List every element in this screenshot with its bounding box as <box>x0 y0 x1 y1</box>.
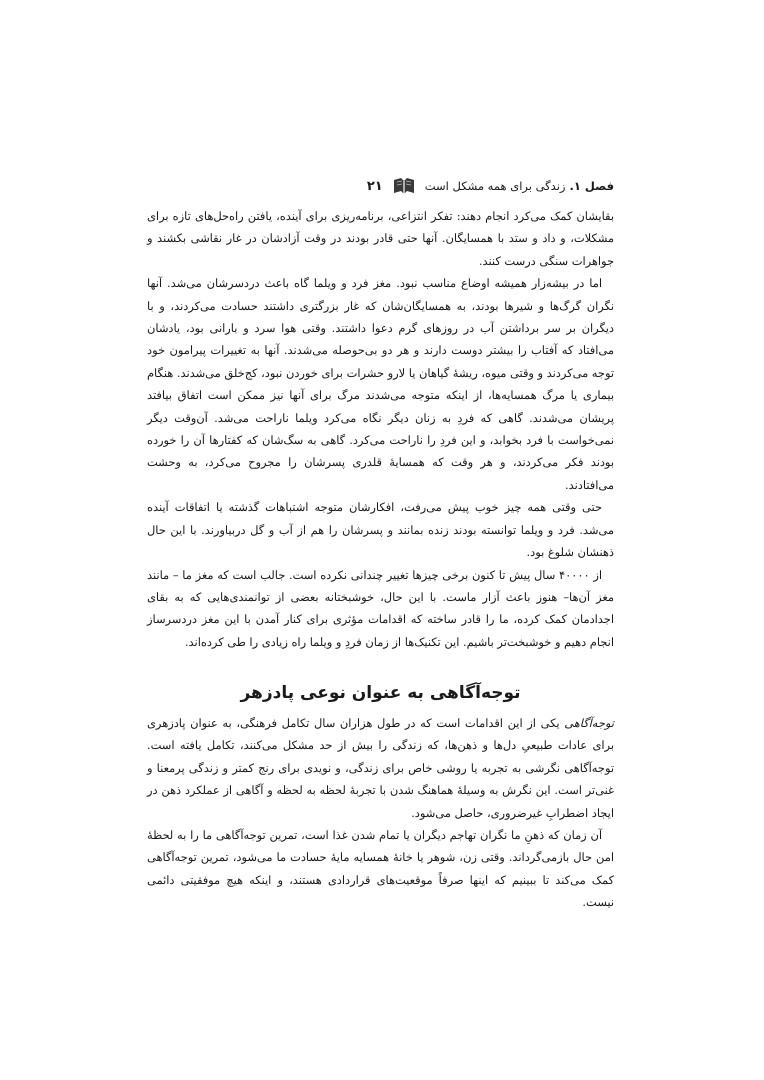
paragraph <box>147 824 614 914</box>
body-text-bottom <box>147 712 614 914</box>
paragraph: از ۴۰۰۰۰ سال پیش تا کنون برخی چیزها تغییر چندانی نکرده است. جالب است که مغز ما – مانند مغز آن‌ها– هنوز باعث آزار ماست. با این حال، خوشبختانه بعضی از توانمندی‌هایی که به بقای اجدادمان کمک کرده، ما را قادر ساخته که اقدامات مؤثری برای کنار آمدن با این مغز دردسرساز انجام دهیم و خوشبخت‌تر باشیم. این تکنیک‌ها از زمان فردِ و ویلما راه زیادی را طی کرده‌اند. <box>147 567 614 649</box>
italic-term: توجه‌آگاهی <box>564 716 614 730</box>
chapter-label: فصل ۱. <box>569 179 614 193</box>
running-head <box>147 175 614 197</box>
book-ornament-icon <box>393 177 415 195</box>
paragraph: اما در بیشه‌زار همیشه اوضاع مناسب نبود. مغز فرد و ویلما گاه باعث دردسرشان می‌شد. آنها نگران گرگ‌ها و شیرها بودند، به همسایگان‌شان که غار بزرگتری داشتند حسادت می‌کردند، و با دیگران بر سر برداشتن آب در روزهای گرم دعوا داشتند. وقتی هوا سرد و بارانی بود، یادشان می‌افتاد که آفتاب را بیشتر دوست دارند و هر دو بی‌حوصله می‌شدند. آنها به تغییرات پیرامون خود توجه می‌کردند و وقتی میوه، ریشهٔ گیاهان یا لارو حشرات برای خوردن نبود، کج‌خلق می‌شدند. هنگام بیماری یا مرگ همسایه‌ها، از اینکه متوجه می‌شدند مرگ برای آنها نیز ممکن است اتفاق بیافتد پریشان می‌شدند. گاهی که فردِ به زنان دیگر نگاه می‌کرد ویلما ناراحت می‌شد. آن‌وقت دیگر نمی‌خواست با فرد بخوابد، و این فردِ را ناراحت می‌کرد. گاهی به سگ‌شان که کفتارها آن را خورده بودند فکر می‌کردند، و هر وقت که همسایهٔ قلدری پسرشان را مجروح می‌کرد، به وحشت می‌افتادند. <box>147 276 614 492</box>
page-number: ۲۱ <box>366 178 383 194</box>
paragraph <box>147 712 614 824</box>
body-text-top <box>147 205 614 653</box>
section-heading: توجه‌آگاهی به عنوان نوعی پادزهر <box>240 683 521 703</box>
chapter-title: زندگی برای همه مشکل است <box>424 179 566 193</box>
paragraph: حتی وقتی همه چیز خوب پیش می‌رفت، افکارشان متوجه اشتباهات گذشته یا اتفاقات آینده می‌شد. فرد و ویلما توانسته بودند زنده بمانند و پسرشان را هم از آب و گل دربیاورند. با این حال ذهنشان شلوغ بود. <box>147 500 614 560</box>
paragraph-text: آن زمان که ذهنِ ما نگران تهاجم دیگران یا تمام شدن غذا است، تمرین توجه‌آگاهی ما را به لحظهٔ امن حال بازمی‌گرداند. وقتی زن، شوهر یا خانهٔ همسایه مایهٔ حسادت ما می‌شود، تمرین توجه‌آگاهی کمک می‌کند تا ببینیم که اینها صرفاً موقعیت‌های قراردادی هستند، و اینکه هیچ موفقیتی دائمی نیست. <box>147 828 614 910</box>
paragraph: بقایشان کمک می‌کرد انجام دهند: تفکر انتزاعی، برنامه‌ریزی برای آینده، یافتن راه‌حل‌های تازه برای مشکلات، و داد و ستد با همسایگان. آنها حتی قادر بودند در وقت آزادشان در غار نقاشی بکشند و جواهرات سنگی درست کنند. <box>147 209 614 268</box>
paragraph-text: یکی از این اقدامات است که در طول هزاران سال تکامل فرهنگی، به عنوان پادزهری برای عادات طبیعیِ دل‌ها و ذهن‌ها، که زندگی را بیش از حد مشکل می‌کنند، تکامل یافته است. توجه‌آگاهی نگرشی به تجربه یا روشی خاص برای زندگی، و نویدی برای رنج کمتر و زندگی پرمعنا و غنی‌تر است. این نگرش به وسیلهٔ هماهنگ شدن با تجربهٔ لحظه به لحظه و آگاهی از عملکرد ذهن در ایجاد اضطرابِ غیرضروری، حاصل می‌شود. <box>147 716 614 820</box>
